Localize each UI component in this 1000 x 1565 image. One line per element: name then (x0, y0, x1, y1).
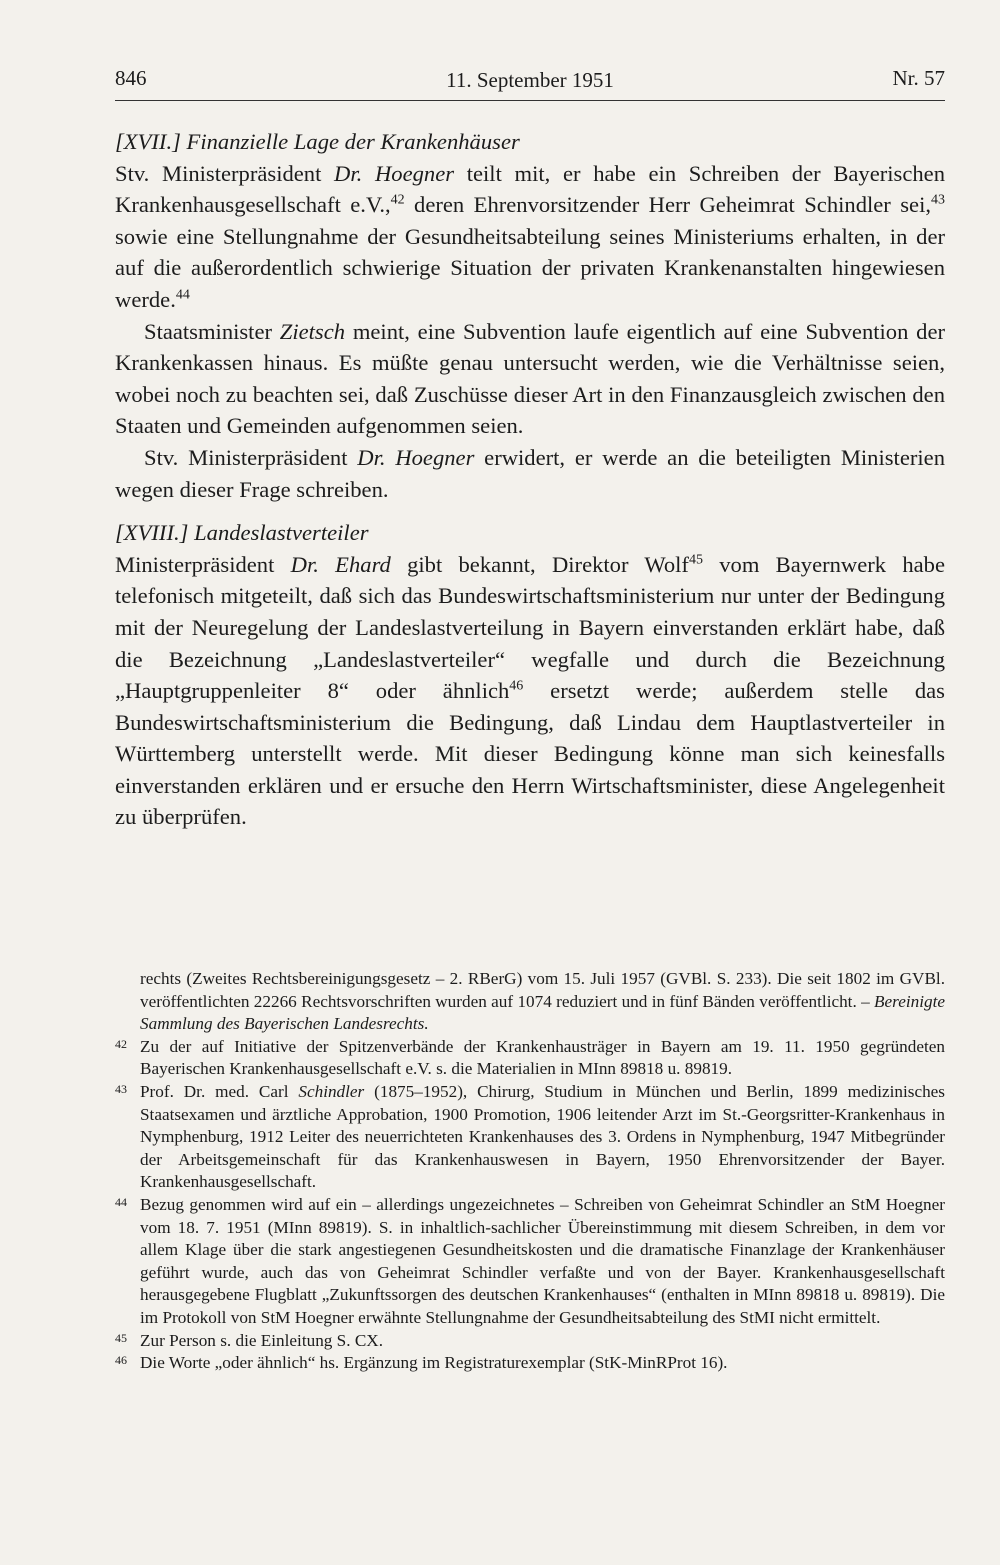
footnote-number: 46 (115, 1353, 127, 1368)
footnote-number: 44 (115, 1194, 127, 1209)
section-heading-17 (115, 126, 945, 158)
text-run: deren Ehrenvorsitzender Herr Geheimrat Schindler sei, (404, 192, 931, 218)
paragraph-18-1 (115, 549, 945, 833)
text-run: meint, eine Subvention laufe eigentlich auf eine Subvention der Krankenkassen hinaus. Es müßte genau untersucht werden, wie die Verhältnisse seien, wobei noch zu beachten sei, daß Zuschüsse dieser Art in den Finanzausgleich zwischen den Staaten und Gemeinden aufgenommen seien. (115, 318, 945, 439)
footnote-43 (115, 1081, 945, 1194)
footnote-text: Zu der auf Initiative der Spitzenverbände der Krankenhausträger in Bayern am 19. 11. 1950 gegründeten Bayerischen Krankenhausgesellschaft e.V. s. die Materialien in MInn 89818 u. 89819. (140, 1036, 945, 1079)
paragraph-17-2 (115, 316, 945, 442)
person-name: Zietsch (279, 318, 346, 344)
text-run: erwidert, er werde an die beteiligten Ministerien wegen dieser Frage schreiben. (115, 444, 945, 502)
paragraph-17-3 (115, 442, 945, 505)
text-run: Staatsminister (144, 318, 280, 344)
footnote-42 (115, 1036, 945, 1081)
footnote-number: 42 (115, 1036, 127, 1051)
footnote-ref-46[interactable]: 46 (509, 678, 524, 694)
text-run: Ministerpräsident (115, 551, 291, 577)
footnote-number: 45 (115, 1330, 127, 1345)
footnote-text: Bezug genommen wird auf ein – allerdings ungezeichnetes – Schreiben von Geheimrat Schindler an StM Hoegner vom 18. 7. 1951 (MInn 89819). S. in inhaltlich-sachlicher Übereinstimmung mit diesem Schreiben, in dem vor allem Klage über die stark angestiegenen Gesundheitskosten und die dramatische Finanzlage der Krankenhäuser geführt wurde, auch das von Geheimrat Schindler verfaßte und von der Bayer. Krankenhausgesellschaft herausgegebene Flugblatt „Zukunftssorgen des deutschen Krankenhauses“ (enthalten in MInn 89818 u. 89819). Die im Protokoll von StM Hoegner erwähnte Stellungnahme der Gesundheitsabteilung des StMI nicht ermittelt. (140, 1194, 945, 1327)
section-title-18: Landeslastverteiler (194, 520, 369, 546)
person-name: Schindler (298, 1081, 365, 1101)
footnote-ref-42[interactable]: 42 (390, 192, 405, 208)
text-run: rechts (Zweites Rechtsbereinigungsgesetz – 2. RBerG) vom 15. Juli 1957 (GVBl. S. 233). Die seit 1802 im GVBl. veröffentlichten 22266 Rechtsvorschriften wurden auf 1074 reduziert und in fünf Bänden veröffentlicht. – (140, 969, 945, 1011)
footnote-ref-44[interactable]: 44 (175, 287, 190, 303)
text-run: vom Bayernwerk habe telefonisch mitgeteilt, daß sich das Bundeswirtschaftsministerium nur unter der Bedingung mit der Neuregelung der Landeslastverteilung in Bayern einverstanden erklärt habe, daß die Bezeichnung „Landeslastverteiler“ wegfalle und durch die Bezeichnung „Hauptgruppenleiter 8“ oder ähnlich (115, 551, 945, 704)
text-run: (1875–1952), Chirurg, Studium in München und Berlin, 1899 medizinisches Staatsexamen und ärztliche Approbation, 1900 Promotion, 1906 leitender Arzt im St.-Georgsritter-Krankenhaus in Nymphenburg, 1912 Leiter des neuerrichteten Krankenhauses des 3. Ordens in Nymphenburg, 1947 Mitbegründer der Arbeitsgemeinschaft für das Krankenhauswesen in Bayern, 1950 Ehrenvorsitzender der Bayer. Krankenhausgesellschaft. (140, 1081, 945, 1192)
text-run: Stv. Ministerpräsident (144, 444, 358, 470)
header-rule (115, 100, 945, 101)
text-run: gibt bekannt, Direktor Wolf (390, 551, 689, 577)
footnote-continuation (115, 968, 945, 1036)
footnote-number: 43 (115, 1081, 127, 1096)
footnote-ref-43[interactable]: 43 (931, 192, 945, 208)
text-run: ersetzt werde; außerdem stelle das Bundeswirtschaftsministerium die Bedingung, daß Lindau dem Hauptlastverteiler in Württemberg unterstellt werde. Mit dieser Bedingung könne man sich keinesfalls einverstanden erklären und er ersuche den Herrn Wirtschaftsminister, diese Angelegenheit zu überprüfen. (115, 678, 945, 830)
footnote-44 (115, 1194, 945, 1330)
citation-title: Bereinigte Sammlung des Bayerischen Landesrechts. (140, 991, 945, 1034)
footnote-45 (115, 1330, 945, 1353)
text-run: teilt mit, er habe ein Schreiben der Bayerischen Krankenhausgesellschaft e.V., (115, 160, 945, 218)
page-header (115, 66, 945, 102)
section-heading-18 (115, 517, 945, 549)
footnote-ref-45[interactable]: 45 (688, 552, 703, 568)
section-title-17: Finanzielle Lage der Krankenhäuser (186, 129, 520, 154)
text-run: Stv. Ministerpräsident (115, 160, 335, 186)
text-run: sowie eine Stellungnahme der Gesundheitsabteilung seines Ministeriums erhalten, in der auf die außerordentlich schwierige Situation der privaten Krankenanstalten hingewiesen werde. (115, 223, 945, 312)
person-name: Dr. Hoegner (334, 160, 455, 186)
text-run: Prof. Dr. med. Carl (140, 1081, 299, 1101)
section-label-17: [XVII.] (115, 129, 181, 154)
page-number: 846 (115, 66, 147, 90)
header-date: 11. September 1951 (446, 68, 614, 92)
main-text (115, 126, 945, 833)
issue-number: Nr. 57 (892, 66, 945, 90)
section-label-18: [XVIII.] (115, 520, 189, 546)
footnote-text: Die Worte „oder ähnlich“ hs. Ergänzung im Registraturexemplar (StK-MinRProt 16). (140, 1353, 728, 1373)
paragraph-17-1 (115, 158, 945, 316)
person-name: Dr. Ehard (290, 551, 391, 577)
footnote-text: Zur Person s. die Einleitung S. CX. (140, 1330, 384, 1350)
footnotes (115, 968, 945, 1375)
person-name: Dr. Hoegner (357, 444, 475, 470)
footnote-46 (115, 1352, 945, 1375)
